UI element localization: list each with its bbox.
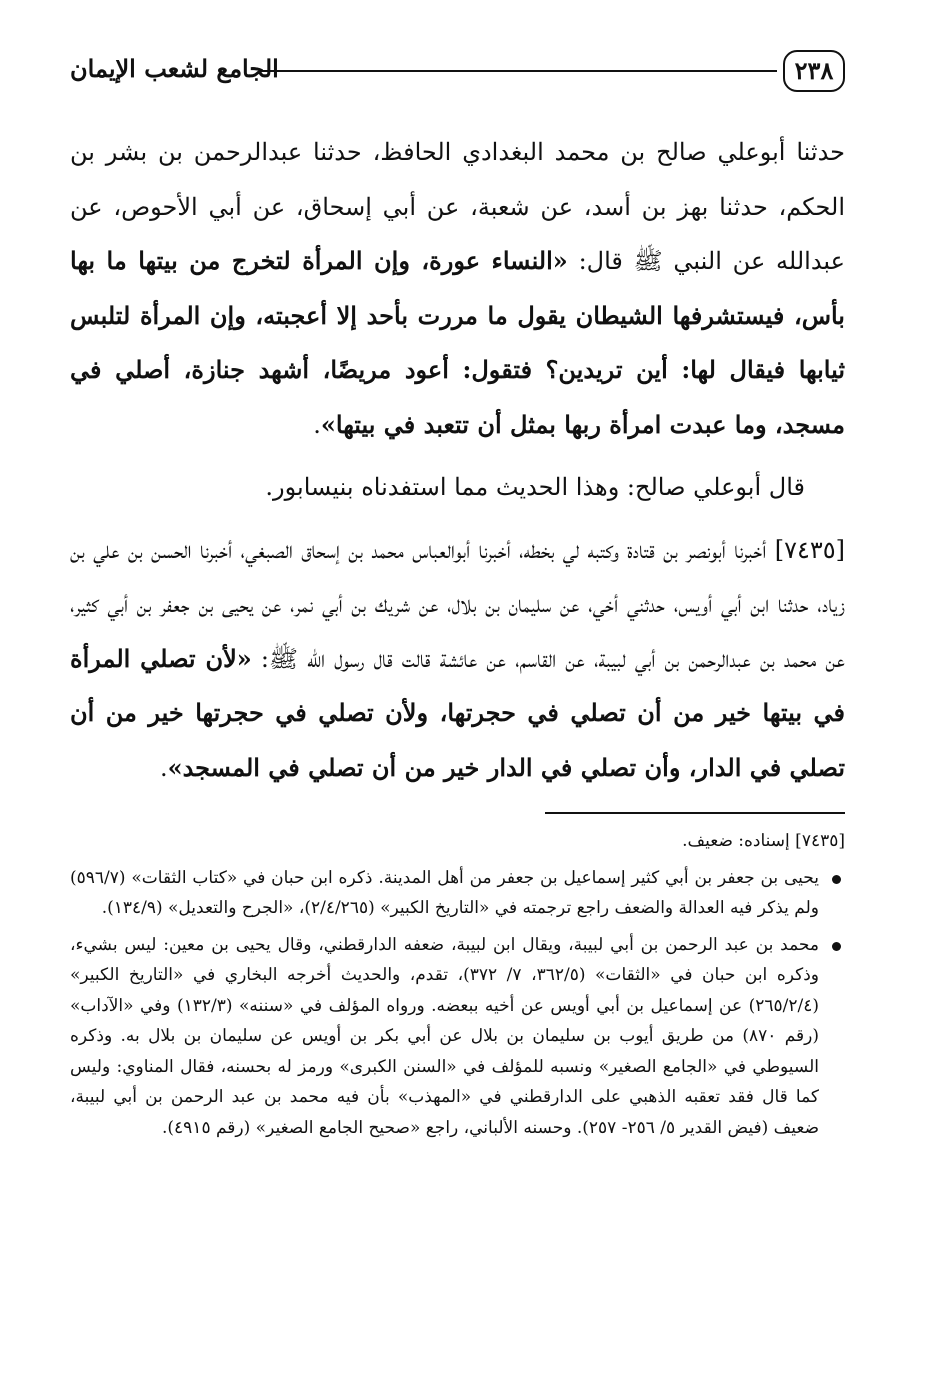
end-mark: . [313,410,321,439]
footnote-item-text: يحيى بن جعفر بن أبي كثير إسماعيل بن جعفر من أهل المدينة. ذكره ابن حبان في «كتاب الثقات» (٥٩٦/٧) ولم يذكر فيه العدالة والضعف راجع ترجمته في «التاريخ الكبير» (٢/٤/٢٦٥)، «الجرح والتعديل» (١٣٤/٩). [70,867,819,918]
page-header [70,50,845,100]
header-rule [260,70,777,72]
isnad-text: حدثنا أبوعلي صالح بن محمد البغدادي الحافظ، حدثنا عبدالرحمن بن بشر بن الحكم، حدثنا بهز بن أسد، عن شعبة، عن أبي إسحاق، عن أبي الأحوص، عن عبدالله عن النبي ﷺ قال: [70,138,846,275]
hadith-paragraph-7435 [70,523,845,796]
isnad-text: أخبرنا أبونصر بن قتادة وكتبه لي بخطه، أخبرنا أبوالعباس محمد بن إسحاق الصبغي، أخبرنا الحسن بن علي بن زياد، حدثنا ابن أبي أويس، حدثني أخي، عن سليمان بن بلال، عن شريك بن أبي نمر، عن يحيى بن جعفر بن أبي كثير، عن محمد بن عبدالرحمن بن أبي لبيبة، عن القاسم، عن عائشة قالت قال رسول الله ﷺ: [70,535,845,673]
main-text [70,125,845,795]
footnote-label: [٧٤٣٥] إسناده: ضعيف. [682,831,845,851]
page-number: ٢٣٨ [783,50,845,92]
bullet-icon [832,942,841,951]
comment-paragraph: قال أبوعلي صالح: وهذا الحديث مما استفدناه بنيسابور. [265,473,805,501]
footnote-item [70,863,845,924]
hadith-paragraph [70,125,845,452]
footnote-item [70,930,845,1144]
hadith-matn: «لأن تصلي المرأة في بيتها خير من أن تصلي في حجرتها، ولأن تصلي في حجرتها خير من أن تصلي في الدار، وأن تصلي في الدار خير من أن تصلي في المسجد» [70,643,846,782]
footnote-item-text: محمد بن عبد الرحمن بن أبي لبيبة، ويقال ابن لبيبة، ضعفه الدارقطني، وقال يحيى بن معين: ليس بشيء، وذكره ابن حبان في «الثقات» (٣٦٢/٥، ٧/ ٣٧٢)، تقدم، والحديث أخرجه البخاري في «التاريخ الكبير» (٢٦٥/٢/٤) عن إسماعيل بن أبي أويس عن أخيه ببعضه. ورواه المؤلف في «سننه» (١٣٢/٣) وفي «الآداب» (رقم ٨٧٠) من طريق أيوب بن سليمان بن بلال عن أبي بكر بن أويس عن سليمان بن بلال به. وذكره السيوطي في «الجامع الصغير» ونسبه للمؤلف في «السنن الكبرى» ورمز له بحسنه، فقال المناوي: وليس كما قال فقد تعقبه الذهبي على الدارقطني في «المهذب» بأن فيه محمد بن عبد الرحمن بن أبي لبيبة، ضعيف (فيض القدير ٥/ ٢٥٦- ٢٥٧). وحسنه الألباني، راجع «صحيح الجامع الصغير» (رقم ٤٩١٥). [70,934,819,1138]
bullet-icon [832,875,841,884]
hadith-number: [٧٤٣٥] [774,535,845,564]
footnote-separator [545,812,845,814]
footnotes [70,826,845,1143]
book-title: الجامع لشعب الإيمان [70,54,279,83]
hadith-matn: «النساء عورة، وإن المرأة لتخرج من بيتها ما بها بأس، فيستشرفها الشيطان يقول ما مررت بأحد إلا أعجبته، وإن المرأة لتلبس ثيابها فيقال لها: أين تريدين؟ فتقول: أعود مريضًا، أشهد جنازة، أصلي في مسجد، وما عبدت امرأة ربها بمثل أن تتعبد في بيتها» [70,246,845,439]
end-mark: . [159,753,168,782]
